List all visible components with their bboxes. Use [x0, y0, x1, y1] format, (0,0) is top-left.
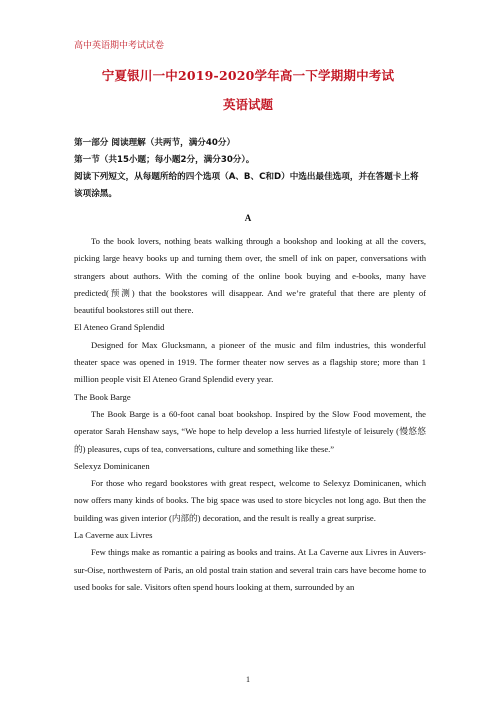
page-number: 1 [246, 675, 250, 684]
header-note: 高中英语期中考试试卷 [74, 41, 165, 51]
section-heading: 第一节（共15小题；每小题2分，满分30分）。 [74, 155, 255, 165]
passage-body [74, 233, 426, 596]
store-text-book-barge: The Book Barge is a 60-foot canal boat bookshop. Inspired by the Slow Food movement, the operator Sarah Henshaw says, “We hope to help develop a less hurried lifestyle of leisurely (慢悠悠的) pleasures, cups of tea, conversations, culture and something like these.” [74, 408, 426, 454]
instructions: 阅读下列短文，从每题所给的四个选项（A、B、C和D）中选出最佳选项，并在答题卡上将该项涂黑。 [74, 172, 419, 199]
store-heading-book-barge: The Book Barge [74, 391, 131, 402]
store-heading-el-ateneo: El Ateneo Grand Splendid [74, 322, 165, 333]
store-text-la-caverne: Few things make as romantic a pairing as books and trains. At La Caverne aux Livres in Auvers-sur-Oise, northwestern of Paris, an old postal train station and several train cars have become home to used books for sale. Visitors often spend hours looking at them, surrounded by an [74, 547, 426, 592]
exam-title: 宁夏银川一中2019-2020学年高一下学期期中考试 [101, 68, 395, 83]
intro-paragraph: To the book lovers, nothing beats walking through a bookshop and looking at all the covers, picking large heavy books up and turning them over, the smell of ink on paper, conversations with strangers about authors. With the coming of the online book buying and e-books, many have predicted(预测) that the bookstores will disappear. And we’re grateful that there are plenty of beautiful bookstores still out there. [74, 236, 426, 316]
part-heading: 第一部分 阅读理解（共两节，满分40分） [74, 138, 236, 148]
passage-label: A [244, 213, 252, 223]
store-heading-la-caverne: La Caverne aux Livres [74, 530, 153, 541]
exam-subtitle: 英语试题 [222, 97, 273, 112]
store-text-selexyz: For those who regard bookstores with great respect, welcome to Selexyz Dominicanen, which now offers many kinds of books. The big space was used to store bicycles not long ago. But then the building was given interior (内部的) decoration, and the result is really a great surprise. [74, 478, 426, 523]
store-text-el-ateneo: Designed for Max Glucksmann, a pioneer of the music and film industries, this wonderful theater space was opened in 1919. The former theater now serves as a flagship store; more than 1 million people visit El Ateneo Grand Splendid every year. [74, 339, 426, 385]
store-heading-selexyz: Selexyz Dominicanen [74, 460, 150, 471]
